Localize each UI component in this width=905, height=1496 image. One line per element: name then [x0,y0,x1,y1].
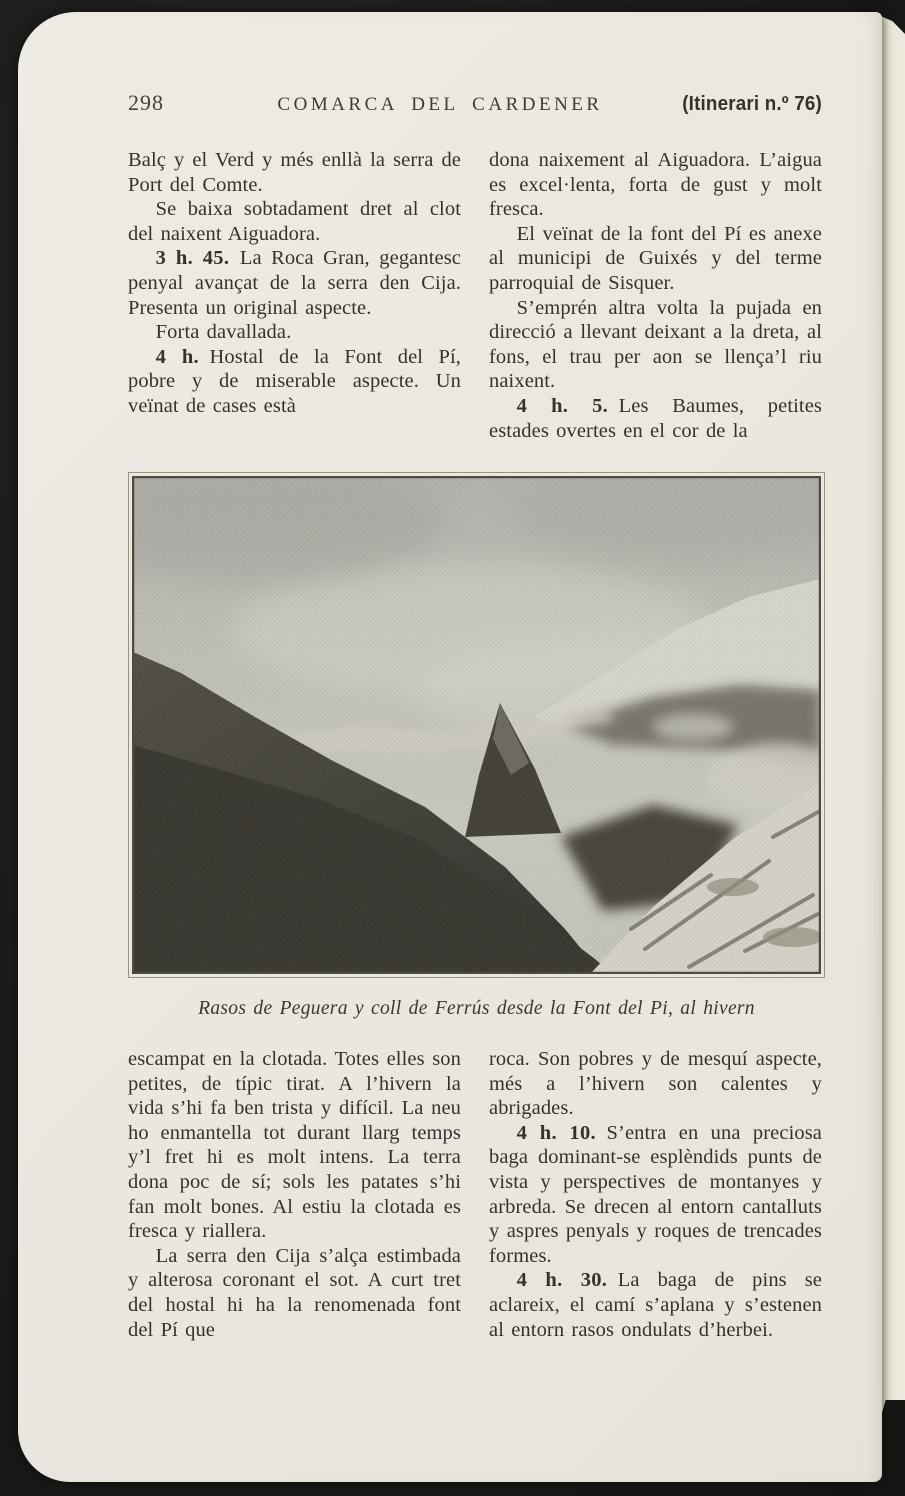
paragraph: Forta davallada. [155,321,292,344]
page-number: 298 [128,90,164,115]
paragraph: 4 h. 10. S’entra en una preciosa baga dominant-se esplèndids punts de vista y perspectives de montanyes y arbreda. Se drecen al entorn cantalluts y aspres penyals y roques de trencades formes. [489,1121,822,1267]
text-column-top-right [489,148,822,443]
landscape-photo [133,477,820,973]
paragraph: 4 h. 5. Les Baumes, petites estades overtes en el cor de la [489,394,822,442]
text-block-top [128,148,822,443]
paragraph: 4 h. 30. La baga de pins se aclareix, el camí s’aplana y s’estenen al entorn rasos ondulats d’herbei. [489,1269,822,1341]
paragraph: La serra den Cija s’alça estimbada y alterosa coronant el sot. A curt tret del hostal hi ha la renomenada font del Pí que [128,1244,461,1341]
next-page-edge [884,8,905,1486]
paragraph: dona naixement al Aiguadora. L’aigua es excel·lenta, forta de gust y molt fresca. [489,149,822,221]
time-marker: 4 h. 10. [516,1121,607,1144]
paragraph: El veïnat de la font del Pí es anexe al municipi de Guixés y del terme parroquial de Sisquer. [489,222,822,294]
paragraph: escampat en la clotada. Totes elles son petites, de típic tirat. A l’hivern la vida s’hi fa ben trista y difícil. La neu ho enmantella tot durant llarg temps y’l fret hi es molt intens. La terra dona poc de sí; sols les patates s’hi fan molt bones. Al estiu la clotada es fresca y riallera. [128,1048,461,1243]
time-marker: 4 h. 30. [516,1269,618,1292]
paragraph: Balç y el Verd y més enllà la serra de Port del Comte. [128,149,461,196]
text-column-top-left [128,148,461,443]
time-marker: 4 h. [155,345,210,368]
text-block-bottom [128,1047,822,1342]
text-column-bottom-right [489,1047,822,1342]
time-marker: 3 h. 45. [155,247,240,270]
time-marker: 4 h. 5. [516,394,619,417]
text-column-bottom-left [128,1047,461,1342]
header-itinerary: (Itinerari n.º 76) [682,93,822,115]
paragraph: 3 h. 45. La Roca Gran, gegantesc penyal avançat de la serra den Cija. Presenta un original aspecte. [128,247,461,319]
paragraph: 4 h. Hostal de la Font del Pí, pobre y de miserable aspecte. Un veïnat de cases està [128,345,461,417]
paragraph: Se baixa sobtadament dret al clot del naixent Aiguadora. [128,198,461,245]
header-title: COMARCA DEL CARDENER [277,94,603,115]
running-head [128,90,822,124]
paragraph: S’emprén altra volta la pujada en direcció a llevant deixant a la dreta, al fons, el trau per aon se llença’l riu naixent. [489,296,822,393]
book-page [18,12,882,1482]
photo-caption: Rasos de Peguera y coll de Ferrús desde la Font del Pi, al hivern [198,998,755,1019]
paragraph: roca. Son pobres y de mesquí aspecte, més a l’hivern son calentes y abrigades. [489,1048,822,1120]
